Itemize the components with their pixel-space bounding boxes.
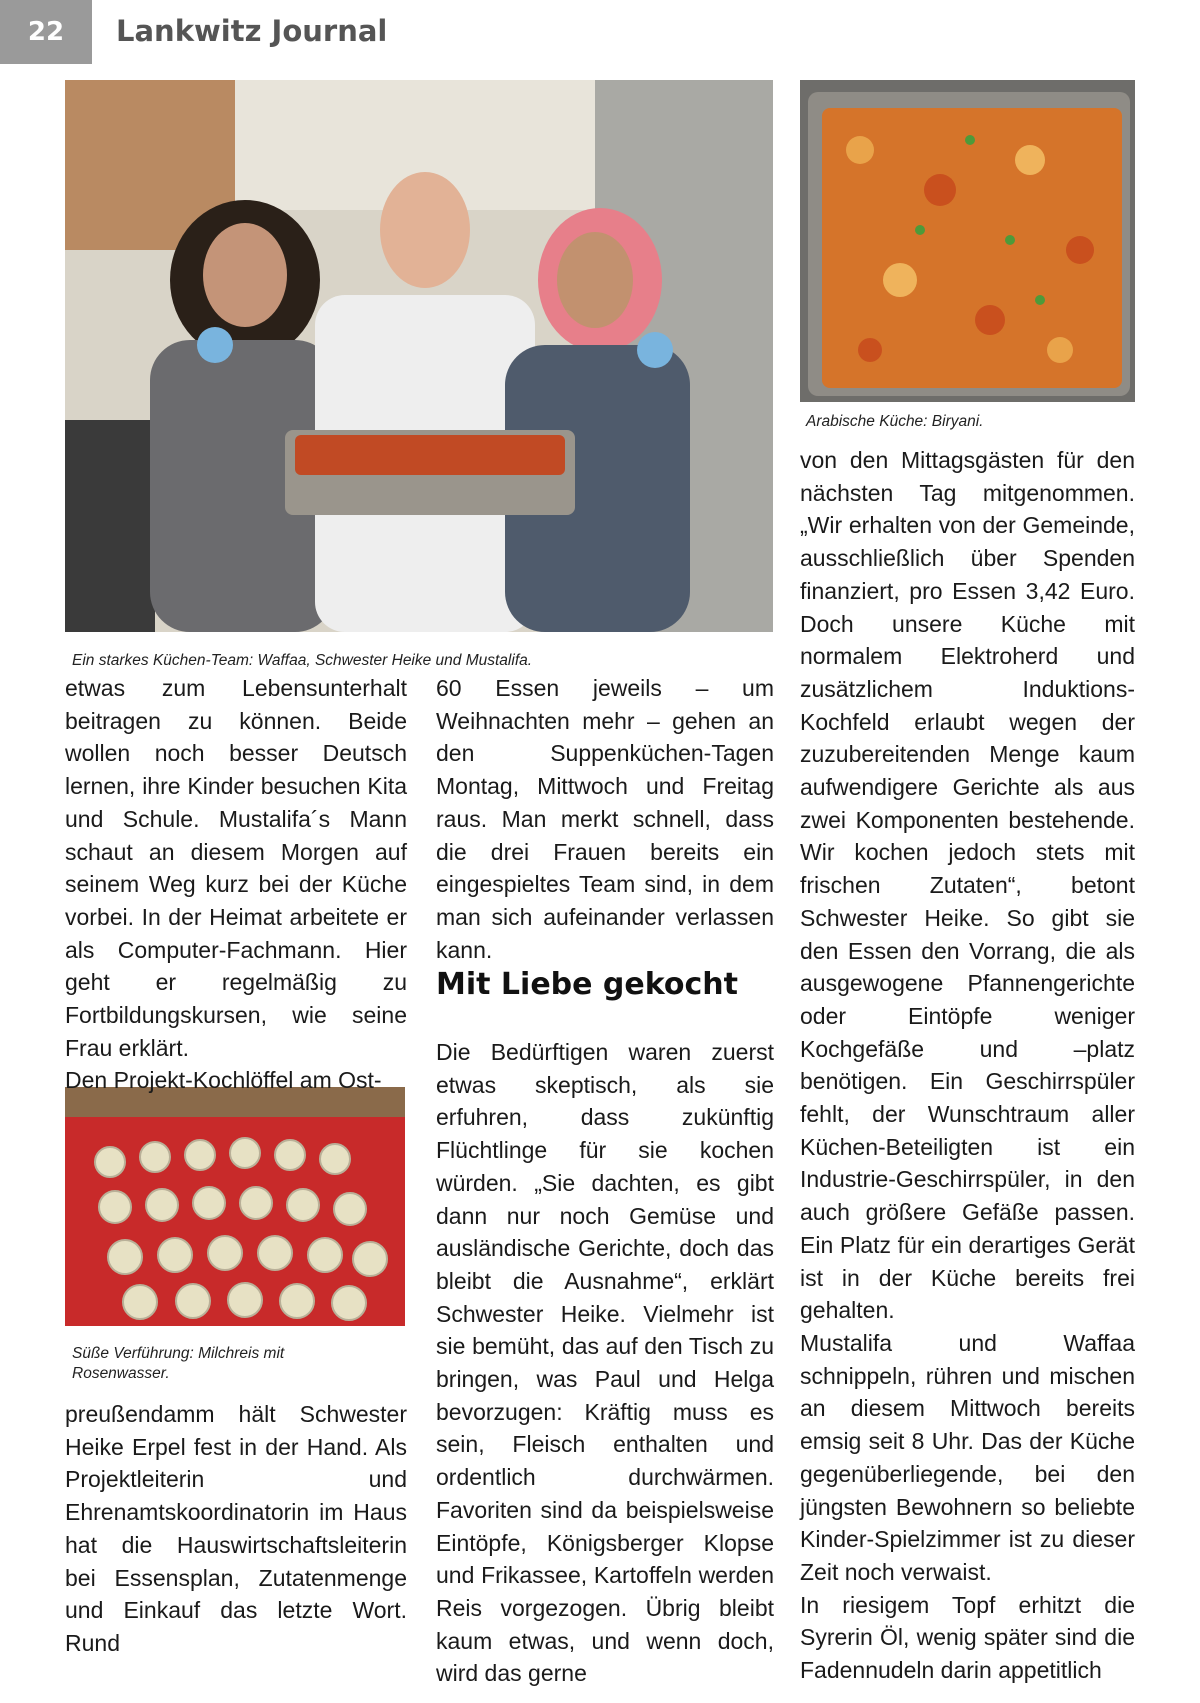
column-1-bottom bbox=[65, 1398, 407, 1660]
journal-title: Lankwitz Journal bbox=[116, 14, 388, 48]
team-caption: Ein starkes Küchen-Team: Waffaa, Schwester Heike und Mustalifa. bbox=[72, 652, 533, 669]
column-3 bbox=[800, 444, 1135, 1687]
column-2-bottom bbox=[436, 1036, 774, 1690]
milchreis-caption bbox=[72, 1344, 284, 1384]
biryani-caption: Arabische Küche: Biryani. bbox=[806, 413, 984, 430]
milchreis-caption-line1: Süße Verführung: Milchreis mit bbox=[72, 1345, 285, 1362]
paragraph: von den Mittagsgästen für den nächsten Tag mitgenommen. „Wir erhalten von der Gemeinde, ausschließlich über Spenden finanziert, pro Essen 3,42 Euro. Doch unsere Küche mit normalem Elektroherd und zusätzlichem Induktions-Kochfeld erlaubt wegen der zuzubereitenden Menge kaum aufwendigere Gerichte als aus zwei Komponenten bestehende. Wir kochen jedoch stets mit frischen Zutaten“, betont Schwester Heike. So gibt sie den Essen den Vorrang, die als ausgewogene Pfannengerichte oder Eintöpfe weniger Kochgefäße und –platz benötigen. Ein Geschirrspüler fehlt, der Wunschtraum aller Küchen-Beteiligten ist ein Industrie-Geschirrspüler, in den auch größere Gefäße passen. Ein Platz für ein derartiges Gerät ist in der Küche bereits frei gehalten. bbox=[800, 447, 1135, 1324]
paragraph: preußendamm hält Schwester Heike Erpel fest in der Hand. Als Projektleiterin und Ehrenamtskoordinatorin im Haus hat die Hauswirtschaftsleiterin bei Essensplan, Zutatenmenge und Einkauf das letzte Wort. Rund bbox=[65, 1401, 407, 1656]
team-photo bbox=[65, 80, 773, 632]
page-number: 22 bbox=[0, 0, 92, 64]
paragraph: In riesigem Topf erhitzt die Syrerin Öl, wenig später sind die Fadennudeln darin appetitlich bbox=[800, 1591, 1135, 1684]
column-1-top bbox=[65, 672, 407, 1097]
paragraph: etwas zum Lebensunterhalt beitragen zu können. Beide wollen noch besser Deutsch lernen, ihre Kinder besuchen Kita und Schule. Mustalifa´s Mann schaut an diesem Morgen auf seinem Weg kurz bei der Küche vorbei. In der Heimat arbeitete er als Computer-Fachmann. Hier geht er regelmäßig zu Fortbildungskursen, wie seine Frau erklärt. bbox=[65, 675, 407, 1061]
paragraph: 60 Essen jeweils – um Weihnachten mehr – gehen an den Suppenküchen-Tagen Montag, Mittwoch und Freitag raus. Man merkt schnell, dass die drei Frauen bereits ein eingespieltes Team sind, in dem man sich aufeinander verlassen kann. bbox=[436, 675, 774, 963]
paragraph: Die Bedürftigen waren zuerst etwas skeptisch, als sie erfuhren, dass zukünftig Flüchtlinge für sie kochen würden. „Sie dachten, es gibt dann nur noch Gemüse und ausländische Gerichte, doch das bleibt die Ausnahme“, erklärt Schwester Heike. Vielmehr ist sie bemüht, das auf den Tisch zu bringen, was Paul und Helga bevorzugen: Kräftig muss es sein, Fleisch enthalten und ordentlich durchwärmen. Favoriten sind da beispielsweise Eintöpfe, Königsberger Klopse und Frikassee, Kartoffeln werden Reis vorgezogen. Übrig bleibt kaum etwas, und wenn doch, wird das gerne bbox=[436, 1039, 774, 1687]
section-heading: Mit Liebe gekocht bbox=[436, 967, 738, 1002]
milchreis-caption-line2: Rosenwasser. bbox=[72, 1365, 170, 1382]
column-2-top bbox=[436, 672, 774, 966]
paragraph: Den Projekt-Kochlöffel am Ost- bbox=[65, 1067, 382, 1094]
paragraph: Mustalifa und Waffaa schnippeln, rühren und mischen an diesem Mittwoch bereits emsig seit 8 Uhr. Das der Küche gegenüberliegende, bei den jüngsten Bewohnern so beliebte Kinder-Spielzimmer ist zu dieser Zeit noch verwaist. bbox=[800, 1329, 1135, 1585]
biryani-photo bbox=[800, 80, 1135, 402]
milchreis-photo bbox=[65, 1087, 405, 1326]
